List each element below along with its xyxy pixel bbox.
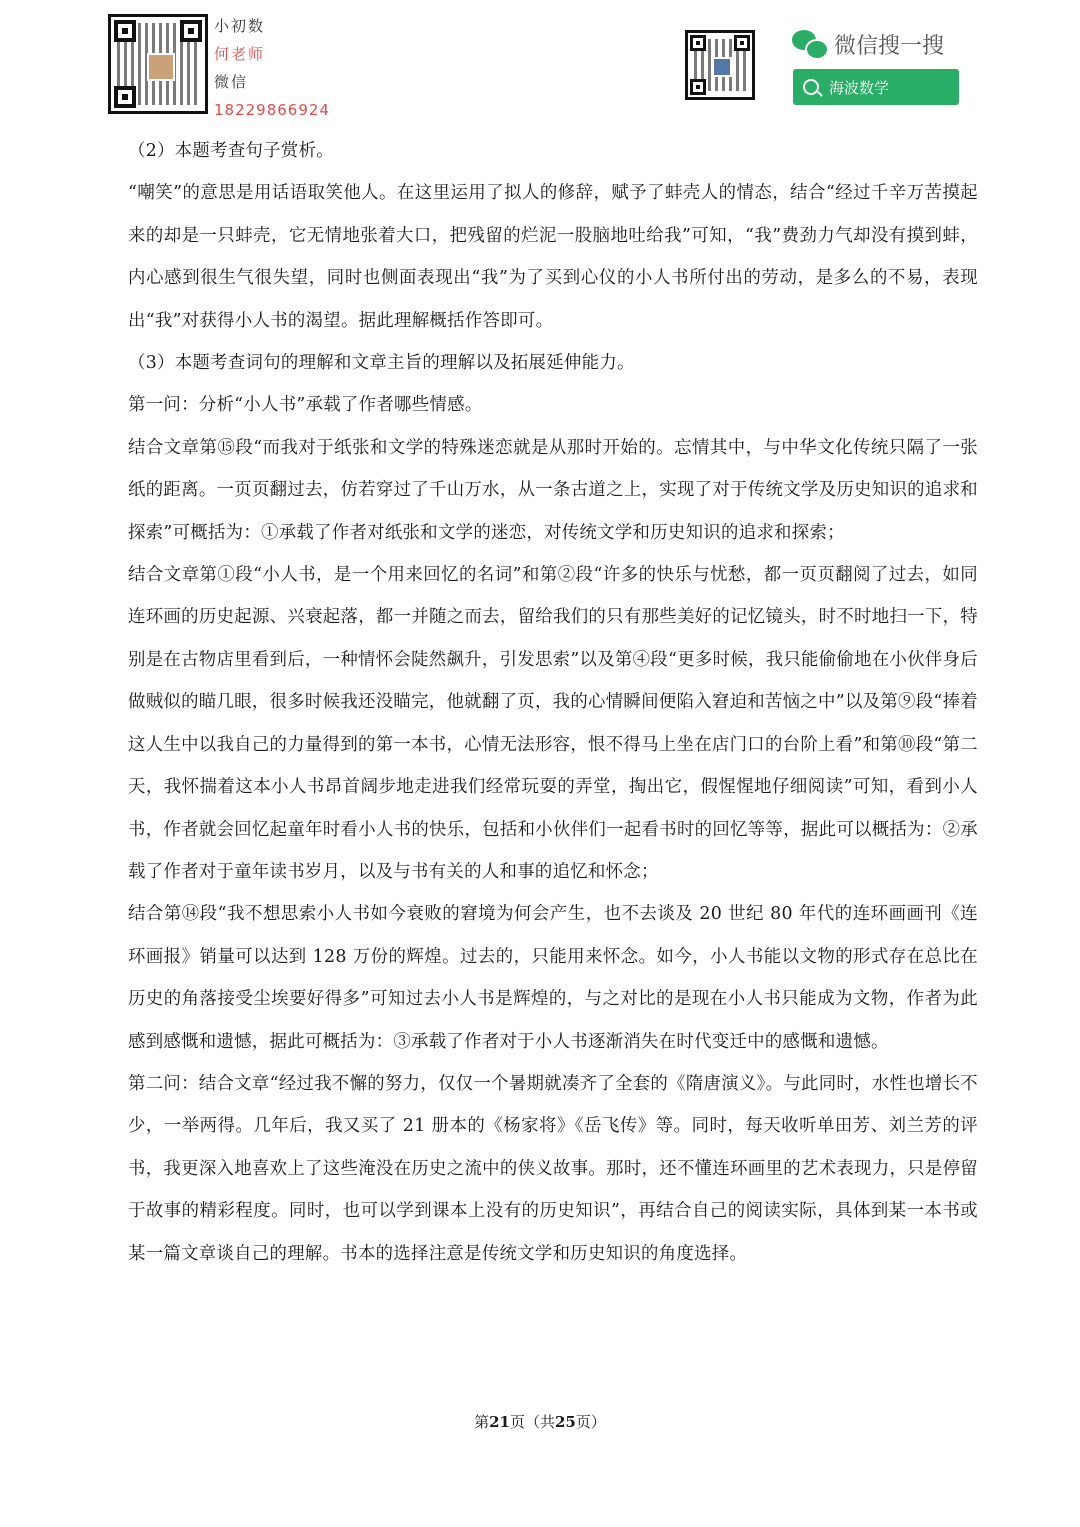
total-page-number: 25 bbox=[555, 1413, 576, 1431]
paragraph: 结合文章第①段“小人书，是一个用来回忆的名词”和第②段“许多的快乐与忧愁，都一页页翻阅了过去，如同连环画的历史起源、兴衰起落，都一并随之而去，留给我们的只有那些美好的记忆镜头，时不时地扫一下，特别是在古物店里看到后，一种情怀会陡然飙升，引发思索”以及第④段“更多时候，我只能偷偷地在小伙伴身后做贼似的瞄几眼，很多时候我还没瞄完，他就翻了页，我的心情瞬间便陷入窘迫和苦恼之中”以及第⑨段“捧着这人生中以我自己的力量得到的第一本书，心情无法形容，恨不得马上坐在店门口的台阶上看”和第⑩段“第二天，我怀揣着这本小人书昂首阔步地走进我们经常玩耍的弄堂，掏出它，假惺惺地仔细阅读”可知，看到小人书，作者就会回忆起童年时看小人书的快乐，包括和小伙伴们一起看书时的回忆等等，据此可以概括为：②承载了作者对于童年读书岁月，以及与书有关的人和事的追忆和怀念； bbox=[128, 565, 978, 882]
paragraph: （3）本题考查词句的理解和文章主旨的理解以及拓展延伸能力。 bbox=[128, 353, 635, 374]
qr-finder-mark bbox=[114, 86, 136, 108]
wechat-search-label: 微信搜一搜 bbox=[834, 33, 945, 59]
contact-line-wechat: 微信 bbox=[214, 73, 249, 91]
qr-code-right[interactable] bbox=[685, 30, 755, 100]
qr-finder-mark bbox=[180, 20, 202, 42]
paragraph: 第一问：分析“小人书”承载了作者哪些情感。 bbox=[128, 395, 483, 416]
footer-middle: 页（共 bbox=[509, 1413, 555, 1431]
current-page-number: 21 bbox=[489, 1413, 510, 1431]
paragraph: 结合文章第⑮段“而我对于纸张和文学的特殊迷恋就是从那时开始的。忘情其中，与中华文化传统只隔了一张纸的距离。一页页翻过去，仿若穿过了千山万水，从一条古道之上，实现了对于传统文学及历史知识的追求和探索”可概括为：①承载了作者对纸张和文学的迷恋，对传统文学和历史知识的追求和探索； bbox=[128, 437, 978, 543]
wechat-icon bbox=[792, 30, 826, 58]
qr-finder-mark bbox=[690, 79, 706, 95]
qr-finder-mark bbox=[114, 20, 136, 42]
qr-code-left[interactable] bbox=[108, 14, 208, 114]
paragraph: 第二问：结合文章“经过我不懈的努力，仅仅一个暑期就凑齐了全套的《隋唐演义》。与此同时，水性也增长不少，一举两得。几年后，我又买了 21 册本的《杨家将》《岳飞传》等。同时，每天收听单田芳、刘兰芳的评书，我更深入地喜欢上了这些淹没在历史之流中的侠义故事。那时，还不懂连环画里的艺术表现力，只是停留于故事的精彩程度。同时，也可以学到课本上没有的历史知识”，再结合自己的阅读实际，具体到某一本书或某一篇文章谈自己的理解。书本的选择注意是传统文学和历史知识的角度选择。 bbox=[128, 1073, 978, 1264]
page-footer bbox=[0, 1411, 1080, 1432]
avatar bbox=[147, 53, 175, 81]
contact-line-teacher: 何老师 bbox=[214, 45, 266, 63]
contact-info bbox=[214, 12, 334, 124]
page-header bbox=[0, 0, 1080, 130]
qr-finder-mark bbox=[734, 35, 750, 51]
wechat-search-keyword: 海波数学 bbox=[829, 78, 890, 97]
qr-finder-mark bbox=[690, 35, 706, 51]
search-icon bbox=[803, 79, 819, 95]
contact-phone: 18229866924 bbox=[214, 101, 330, 119]
answer-content bbox=[128, 130, 978, 1275]
contact-line-grade: 小初数 bbox=[214, 17, 266, 35]
paragraph: （2）本题考查句子赏析。 bbox=[128, 141, 334, 161]
paragraph: 结合第⑭段“我不想思索小人书如今衰败的窘境为何会产生，也不去谈及 20 世纪 80 年代的连环画画刊《连环画报》销量可以达到 128 万份的辉煌。过去的，只能用来怀念。如今，小人书能以文物的形式存在总比在历史的角落接受尘埃要好得多”可知过去小人书是辉煌的，与之对比的是现在小人书只能成为文物，作者为此感到感慨和遗憾，据此可概括为：③承载了作者对于小人书逐渐消失在时代变迁中的感慨和遗憾。 bbox=[128, 904, 978, 1052]
qr-logo bbox=[712, 57, 732, 77]
footer-suffix: 页） bbox=[575, 1413, 606, 1431]
wechat-search-button[interactable] bbox=[793, 69, 959, 105]
footer-prefix: 第 bbox=[474, 1413, 490, 1431]
wechat-search-title bbox=[792, 28, 944, 60]
paragraph: “嘲笑”的意思是用话语取笑他人。在这里运用了拟人的修辞，赋予了蚌壳人的情态，结合“经过千辛万苦摸起来的却是一只蚌壳，它无情地张着大口，把残留的烂泥一股脑地吐给我”可知，“我”费劲力气却没有摸到蚌，内心感到很生气很失望，同时也侧面表现出“我”为了买到心仪的小人书所付出的劳动，是多么的不易，表现出“我”对获得小人书的渴望。据此理解概括作答即可。 bbox=[128, 183, 978, 331]
